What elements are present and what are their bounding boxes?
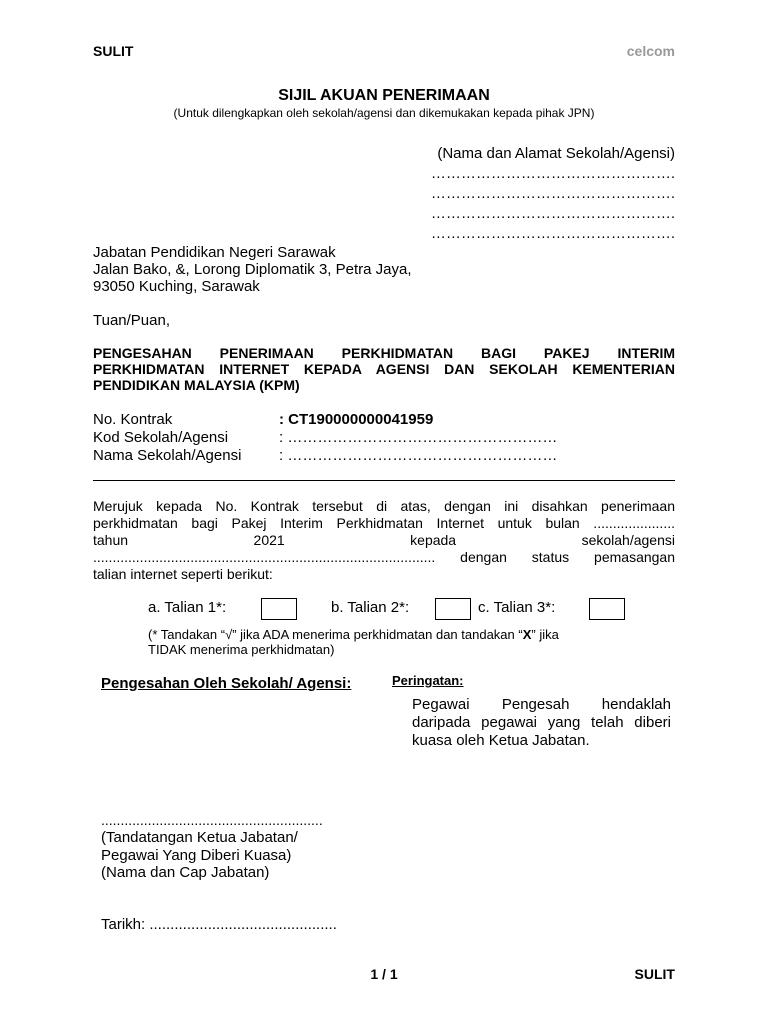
signature-caption: (Tandatangan Ketua Jabatan/ [101,829,298,846]
signature-caption: Pegawai Yang Diberi Kuasa) [101,847,292,864]
talian-2-checkbox[interactable] [435,598,471,620]
date-field[interactable]: Tarikh: ............................................. [101,916,337,933]
divider [93,480,675,481]
sender-line: …………………………………………. [430,225,675,242]
body-line: perkhidmatan bagi Pakej Interim Perkhidmatan Internet untuk bulan ..................... [93,515,675,531]
header-brand-logo: celcom [626,43,675,59]
salutation: Tuan/Puan, [93,312,170,329]
sender-line: …………………………………………. [430,165,675,182]
document-title: SIJIL AKUAN PENERIMAAN [278,87,490,104]
body-line: Merujuk kepada No. Kontrak tersebut di atas, dengan ini disahkan penerimaan [93,498,675,514]
subject-line: PENGESAHAN PENERIMAAN PERKHIDMATAN BAGI PAKEJ INTERIM [93,345,675,361]
talian-1-checkbox[interactable] [261,598,297,620]
checkbox-instruction-line2: TIDAK menerima perkhidmatan) [148,642,335,657]
warning-line: Pegawai Pengesah hendaklah [412,696,671,713]
subject-line: PENDIDIKAN MALAYSIA (KPM) [93,377,300,393]
warning-heading: Peringatan: [392,673,464,688]
note-text: (* Tandakan “√” jika ADA menerima perkhidmatan dan tandakan “ [148,627,523,642]
header-classification: SULIT [93,43,134,59]
document-subtitle: (Untuk dilengkapkan oleh sekolah/agensi dan dikemukakan kepada pihak JPN) [173,106,595,120]
field-value-name: : ……………………………………………… [279,447,558,464]
note-text: ” jika [531,627,559,642]
body-line: talian internet seperti berikut: [93,566,273,582]
footer-classification: SULIT [634,966,675,982]
sender-line: …………………………………………. [430,185,675,202]
body-line: tahun 2021 kepada sekolah/agensi [93,532,675,548]
talian-3-checkbox[interactable] [589,598,625,620]
signature-caption: (Nama dan Cap Jabatan) [101,864,270,881]
field-label-name: Nama Sekolah/Agensi [93,447,242,464]
recipient-line: Jalan Bako, &, Lorong Diplomatik 3, Petra Jaya, [93,261,412,278]
signature-line[interactable]: ......................................................... [101,812,323,828]
confirmation-heading: Pengesahan Oleh Sekolah/ Agensi: [101,675,352,692]
warning-line: daripada pegawai yang telah diberi [412,714,671,731]
talian-3-label: c. Talian 3*: [478,599,556,616]
checkbox-instruction [148,627,675,642]
page-number: 1 / 1 [370,966,398,982]
body-line: ........................................................................................ dengan status pemasangan [93,549,675,565]
sender-label: (Nama dan Alamat Sekolah/Agensi) [437,145,675,162]
talian-1-label: a. Talian 1*: [148,599,227,616]
warning-line: kuasa oleh Ketua Jabatan. [412,732,590,749]
recipient-line: Jabatan Pendidikan Negeri Sarawak [93,244,336,261]
sender-line: …………………………………………. [430,205,675,222]
subject-line: PERKHIDMATAN INTERNET KEPADA AGENSI DAN SEKOLAH KEMENTERIAN [93,361,675,377]
x-mark: X [522,627,532,642]
field-label-contract: No. Kontrak [93,411,173,428]
talian-2-label: b. Talian 2*: [331,599,410,616]
recipient-line: 93050 Kuching, Sarawak [93,278,260,295]
field-value-code: : ……………………………………………… [279,429,558,446]
field-label-code: Kod Sekolah/Agensi [93,429,229,446]
field-value-contract: : CT190000000041959 [279,411,434,428]
